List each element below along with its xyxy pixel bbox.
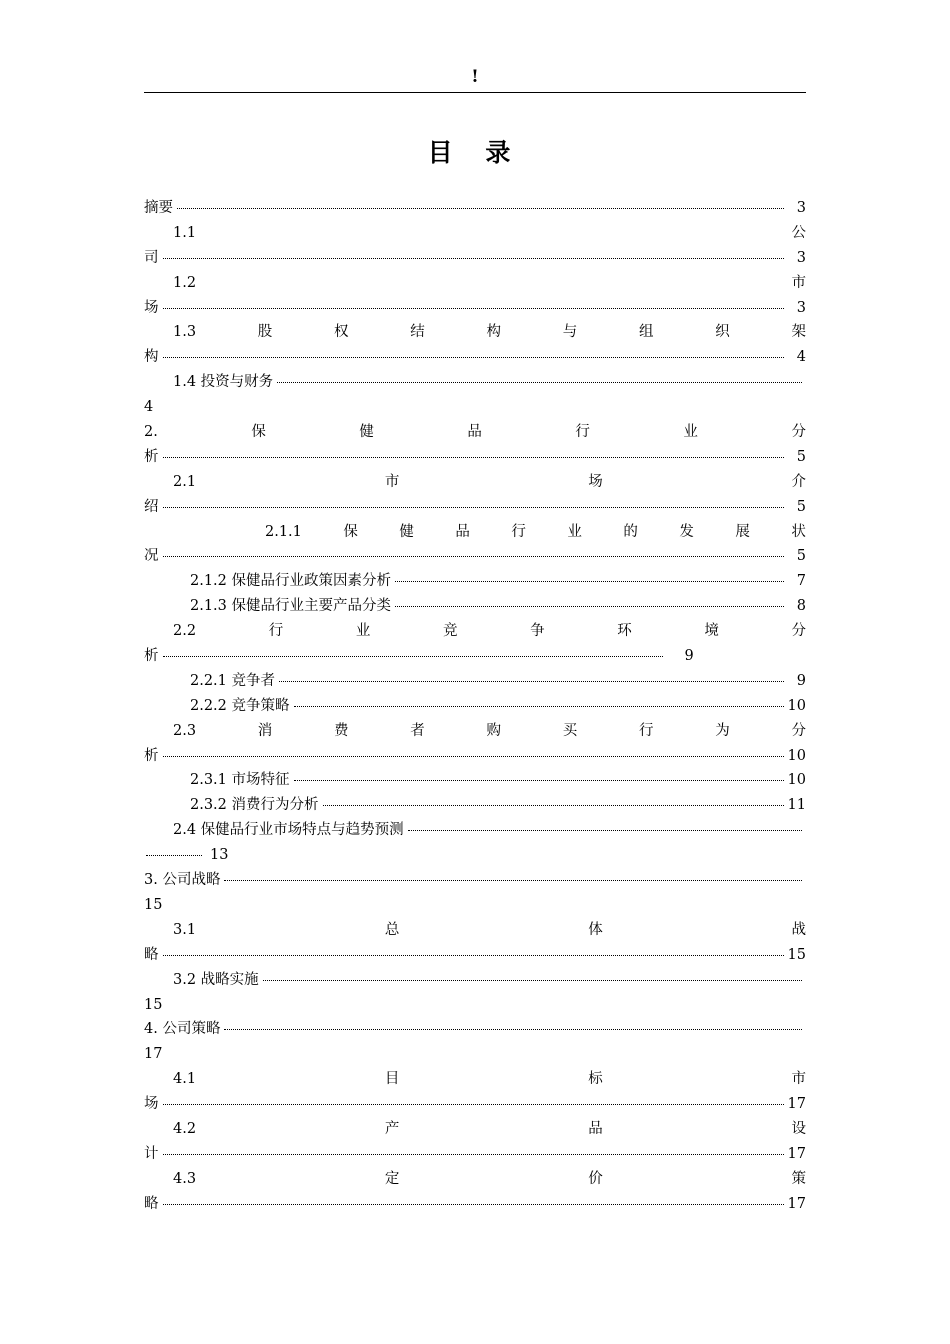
toc-entry-label: 2.3.2 消费行为分析: [190, 797, 319, 814]
toc-page-number: 5: [796, 498, 806, 515]
toc-leader-dots: [395, 581, 784, 582]
toc-entry-text: 与: [562, 324, 578, 341]
toc-entry[interactable]: [144, 893, 806, 918]
toc-entry[interactable]: [144, 943, 806, 968]
toc-page-number: 17: [144, 1046, 163, 1063]
toc-entry-label: 司: [144, 249, 159, 266]
toc-entry[interactable]: [144, 395, 806, 420]
toc-entry-text: 分: [791, 623, 806, 640]
toc-entry-label: 略: [144, 1195, 159, 1212]
toc-entry-text: 分: [791, 722, 806, 739]
toc-entry-label: 况: [144, 548, 159, 565]
toc-entry-text: 战: [791, 921, 806, 938]
toc-entry-text: 为: [715, 722, 730, 739]
toc-entry-text: 环: [617, 623, 632, 640]
toc-leader-dots: [163, 457, 785, 458]
toc-entry-text: 健: [399, 523, 414, 540]
toc-entry-label: 析: [144, 747, 159, 764]
toc-leader-dots: [146, 855, 202, 856]
toc-entry-text: 行: [638, 722, 654, 739]
toc-leader-dots: [323, 805, 784, 806]
toc-entry-text: 股: [257, 324, 273, 341]
toc-entry[interactable]: [144, 520, 806, 545]
toc-entry-text: 介: [791, 473, 806, 490]
toc-entry-text: 1.1: [173, 224, 197, 241]
toc-entry[interactable]: [144, 1142, 806, 1167]
toc-entry-text: 买: [562, 722, 578, 739]
toc-page-number: 8: [796, 598, 806, 615]
toc-entry-text: 定: [384, 1170, 400, 1187]
toc-entry-text: 3.1: [173, 921, 197, 938]
toc-entry-label: 1.4 投资与财务: [173, 374, 274, 391]
toc-entry-text: 1.2: [173, 274, 197, 291]
toc-entry[interactable]: [144, 818, 806, 843]
toc-entry-text: 争: [530, 623, 545, 640]
toc-entry[interactable]: [144, 495, 806, 520]
toc-entry-text: 消: [257, 722, 273, 739]
toc-entry-text: 4.3: [173, 1170, 197, 1187]
toc-page-number: 10: [787, 772, 806, 789]
toc-entry[interactable]: [144, 1017, 806, 1042]
toc-entry[interactable]: [144, 246, 806, 271]
toc-leader-dots: [277, 382, 802, 383]
toc-leader-dots: [163, 507, 785, 508]
toc-entry[interactable]: [144, 993, 806, 1018]
toc-entry[interactable]: [144, 719, 806, 744]
toc-entry-text: 展: [735, 523, 750, 540]
toc-entry-text: 组: [638, 324, 654, 341]
toc-entry[interactable]: [144, 793, 806, 818]
toc-entry-text: 行: [268, 623, 284, 640]
toc-entry-text: 保: [251, 424, 266, 441]
toc-entry[interactable]: [144, 768, 806, 793]
toc-page-number: 17: [787, 1145, 806, 1162]
toc-leader-dots: [163, 955, 784, 956]
toc-entry[interactable]: [144, 744, 806, 769]
header-rule: [144, 92, 806, 93]
toc-page-number: 3: [796, 200, 806, 216]
toc-page-number: 5: [796, 548, 806, 565]
toc-entry-label: 3. 公司战略: [144, 872, 221, 889]
toc-page-number: 9: [796, 672, 806, 689]
toc-entry[interactable]: [144, 420, 806, 445]
toc-entry-text: 市: [791, 274, 806, 291]
toc-entry-text: 境: [704, 623, 719, 640]
toc-page-number: 17: [787, 1096, 806, 1113]
toc-entry-label: 绍: [144, 498, 159, 515]
toc-page-number: 17: [787, 1195, 806, 1212]
toc-entry-text: 市: [791, 1071, 806, 1088]
toc-leader-dots: [163, 756, 784, 757]
toc-leader-dots: [224, 1029, 802, 1030]
toc-entry[interactable]: [144, 296, 806, 321]
toc-entry-label: 析: [144, 648, 159, 665]
toc-entry-label: 摘要: [144, 200, 173, 216]
toc-entry-label: 2.4 保健品行业市场特点与趋势预测: [173, 822, 404, 839]
toc-entry-label: 场: [144, 1096, 159, 1113]
toc-entry-label: 场: [144, 299, 159, 316]
toc-leader-dots: [177, 208, 784, 209]
toc-entry-label: 2.2.2 竞争策略: [190, 697, 290, 714]
toc-entry-text: 2.: [144, 424, 158, 441]
toc-page-number: 10: [787, 697, 806, 714]
toc-entry-text: 市: [384, 473, 400, 490]
toc-entry[interactable]: [144, 470, 806, 495]
toc-entry-text: 行: [511, 523, 526, 540]
toc-leader-dots: [408, 830, 802, 831]
toc-entry-text: 竞: [442, 623, 458, 640]
toc-leader-dots: [163, 1204, 784, 1205]
toc-entry[interactable]: [144, 445, 806, 470]
toc-entry[interactable]: [144, 1067, 806, 1092]
toc-page-number: 3: [796, 249, 806, 266]
toc-entry[interactable]: [144, 918, 806, 943]
toc-page-number: 11: [787, 797, 806, 814]
toc-page-number: 3: [796, 299, 806, 316]
toc-entry-label: 2.1.2 保健品行业政策因素分析: [190, 573, 392, 590]
toc-entry-text: 费: [334, 722, 349, 739]
toc-entry-text: 者: [410, 722, 425, 739]
toc-entry-text: 构: [486, 324, 501, 341]
toc-leader-dots: [163, 656, 663, 657]
page-title: 目 录: [427, 138, 523, 167]
toc-entry-text: 织: [715, 324, 730, 341]
toc-entry[interactable]: [144, 569, 806, 594]
toc-leader-dots: [163, 308, 785, 309]
toc-entry-text: 策: [791, 1170, 806, 1187]
toc-entry[interactable]: [144, 320, 806, 345]
toc-page-number: 4: [144, 399, 154, 416]
toc-entry-label: 4. 公司策略: [144, 1021, 221, 1038]
toc-entry-text: 设: [791, 1120, 806, 1137]
toc-entry-text: 业: [567, 523, 582, 540]
toc-entry-text: 1.3: [173, 324, 197, 341]
toc-leader-dots: [294, 780, 784, 781]
toc-entry[interactable]: [144, 968, 806, 993]
toc-entry[interactable]: [144, 694, 806, 719]
toc-entry-text: 业: [683, 424, 698, 441]
toc-entry-text: 标: [588, 1071, 603, 1088]
toc-entry[interactable]: [144, 345, 806, 370]
toc-entry[interactable]: [144, 669, 806, 694]
toc-entry-label: 2.2.1 竞争者: [190, 672, 276, 689]
toc-entry-text: 购: [486, 722, 501, 739]
toc-entry-text: 发: [679, 523, 694, 540]
toc-entry-text: 4.1: [173, 1071, 197, 1088]
toc-entry[interactable]: [144, 544, 806, 569]
toc-entry-text: 2.2: [173, 623, 197, 640]
toc-entry[interactable]: [144, 1167, 806, 1192]
toc-leader-dots: [163, 556, 785, 557]
toc-page-number: 5: [796, 448, 806, 465]
toc-entry-text: 品: [588, 1120, 603, 1137]
toc-entry-text: 价: [588, 1170, 603, 1187]
toc-entry-text: 公: [791, 224, 806, 241]
toc-page-number: 4: [796, 349, 806, 366]
toc-entry-text: 4.2: [173, 1120, 197, 1137]
toc-entry-label: 略: [144, 946, 159, 963]
table-of-contents: [144, 196, 806, 1217]
toc-page-number: 10: [787, 747, 806, 764]
toc-leader-dots: [163, 1154, 784, 1155]
toc-entry[interactable]: [144, 594, 806, 619]
toc-entry-text: 产: [384, 1120, 400, 1137]
toc-entry-text: 权: [334, 324, 349, 341]
toc-entry-text: 2.3: [173, 722, 197, 739]
toc-leader-dots: [395, 606, 784, 607]
toc-entry[interactable]: [144, 1092, 806, 1117]
toc-entry-text: 业: [355, 623, 371, 640]
toc-entry[interactable]: [144, 1117, 806, 1142]
toc-leader-dots: [263, 980, 802, 981]
toc-entry[interactable]: [144, 1042, 806, 1067]
toc-entry-text: 场: [588, 473, 603, 490]
toc-entry[interactable]: [144, 843, 806, 868]
toc-leader-dots: [294, 706, 784, 707]
toc-entry-text: 总: [384, 921, 400, 938]
toc-page-number: 15: [144, 996, 163, 1013]
toc-entry-label: 3.2 战略实施: [173, 971, 259, 988]
toc-entry[interactable]: [144, 370, 806, 395]
toc-entry-text: 品: [467, 424, 482, 441]
toc-entry-label: 构: [144, 349, 159, 366]
toc-page-number: 15: [787, 946, 806, 963]
toc-entry-label: 2.3.1 市场特征: [190, 772, 290, 789]
toc-entry-text: 状: [791, 523, 806, 540]
toc-entry-label: 析: [144, 448, 159, 465]
toc-entry-text: 体: [588, 921, 603, 938]
toc-entry-text: 的: [623, 523, 638, 540]
toc-entry[interactable]: [144, 619, 806, 644]
toc-entry[interactable]: [144, 1192, 806, 1217]
toc-entry[interactable]: [144, 221, 806, 246]
toc-entry[interactable]: [144, 271, 806, 296]
toc-entry[interactable]: [144, 644, 806, 669]
toc-entry[interactable]: [144, 868, 806, 893]
toc-page-number: 7: [796, 573, 806, 590]
toc-entry-text: 2.1: [173, 473, 197, 490]
toc-leader-dots: [224, 880, 802, 881]
toc-leader-dots: [163, 357, 785, 358]
toc-entry-text: 架: [791, 324, 806, 341]
toc-page-number: 15: [144, 896, 163, 913]
toc-entry-text: 目: [384, 1071, 400, 1088]
toc-entry-text: 行: [575, 424, 590, 441]
toc-leader-dots: [163, 258, 785, 259]
toc-entry[interactable]: [144, 196, 806, 221]
toc-leader-dots: [163, 1104, 784, 1105]
toc-page-number: 13: [210, 847, 229, 864]
toc-entry-text: 2.1.1: [265, 523, 302, 540]
toc-entry-text: 品: [455, 523, 470, 540]
header-mark: !: [471, 67, 479, 87]
toc-entry-label: 计: [144, 1145, 159, 1162]
toc-entry-text: 健: [359, 424, 374, 441]
toc-leader-dots: [279, 681, 784, 682]
toc-entry-text: 结: [410, 324, 425, 341]
toc-page-number: 9: [684, 648, 694, 665]
toc-entry-text: 分: [791, 424, 806, 441]
toc-entry-label: 2.1.3 保健品行业主要产品分类: [190, 598, 392, 615]
toc-entry-text: 保: [343, 523, 358, 540]
